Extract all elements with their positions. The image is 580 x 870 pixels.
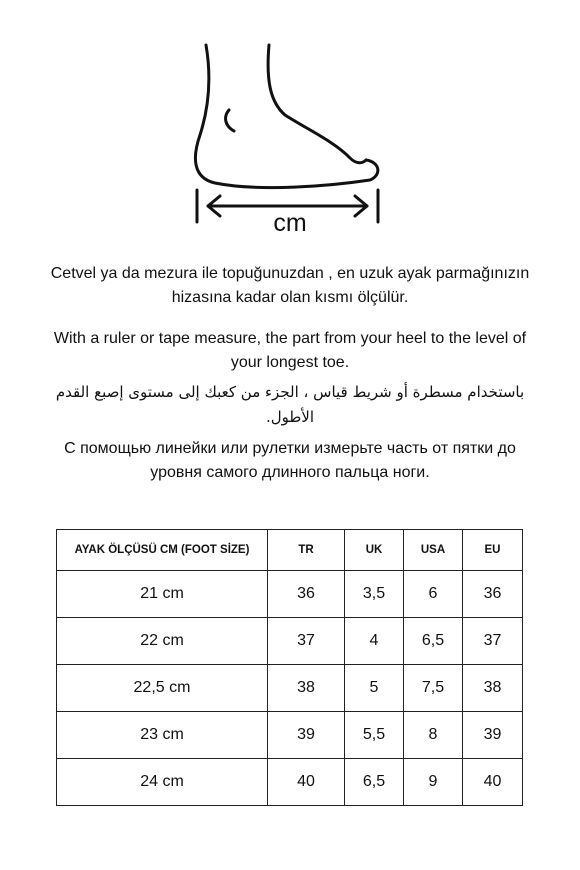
cell-tr: 37 xyxy=(268,618,345,665)
header-tr: TR xyxy=(268,530,345,571)
instruction-russian: С помощью линейки или рулетки измерьте часть от пятки до уровня самого длинного пальца ноги. xyxy=(64,440,516,481)
cell-foot-size: 24 cm xyxy=(57,759,268,806)
table-row xyxy=(57,571,523,618)
cell-foot-size: 21 cm xyxy=(57,571,268,618)
cell-uk: 6,5 xyxy=(345,759,404,806)
table-header-row xyxy=(57,530,523,571)
cell-eu: 40 xyxy=(463,759,523,806)
cell-tr: 40 xyxy=(268,759,345,806)
cell-uk: 5,5 xyxy=(345,712,404,759)
cell-uk: 3,5 xyxy=(345,571,404,618)
size-chart-table xyxy=(56,529,523,806)
cell-usa: 7,5 xyxy=(404,665,463,712)
header-uk: UK xyxy=(345,530,404,571)
cell-uk: 5 xyxy=(345,665,404,712)
table-row xyxy=(57,618,523,665)
cell-foot-size: 23 cm xyxy=(57,712,268,759)
instruction-arabic: باستخدام مسطرة أو شريط قياس ، الجزء من كعبك إلى مستوى إصبع القدم الأطول. xyxy=(55,383,525,426)
instruction-turkish: Cetvel ya da mezura ile topuğunuzdan , en uzuk ayak parmağınızın hizasına kadar olan kısmı ölçülür. xyxy=(50,265,530,306)
table-row xyxy=(57,759,523,806)
cell-tr: 36 xyxy=(268,571,345,618)
table-row xyxy=(57,712,523,759)
header-eu: EU xyxy=(463,530,523,571)
cell-usa: 8 xyxy=(404,712,463,759)
cell-eu: 38 xyxy=(463,665,523,712)
header-foot-size: AYAK ÖLÇÜSÜ CM (FOOT SİZE) xyxy=(57,530,268,571)
cell-eu: 37 xyxy=(463,618,523,665)
cell-usa: 9 xyxy=(404,759,463,806)
cell-foot-size: 22,5 cm xyxy=(57,665,268,712)
cell-foot-size: 22 cm xyxy=(57,618,268,665)
instruction-english: With a ruler or tape measure, the part from your heel to the level of your longest toe. xyxy=(53,330,527,371)
cell-tr: 39 xyxy=(268,712,345,759)
cell-eu: 39 xyxy=(463,712,523,759)
cell-usa: 6 xyxy=(404,571,463,618)
cell-usa: 6,5 xyxy=(404,618,463,665)
unit-label: cm xyxy=(273,209,307,237)
cell-tr: 38 xyxy=(268,665,345,712)
cell-uk: 4 xyxy=(345,618,404,665)
table-row xyxy=(57,665,523,712)
header-usa: USA xyxy=(404,530,463,571)
cell-eu: 36 xyxy=(463,571,523,618)
foot-illustration xyxy=(190,40,390,240)
